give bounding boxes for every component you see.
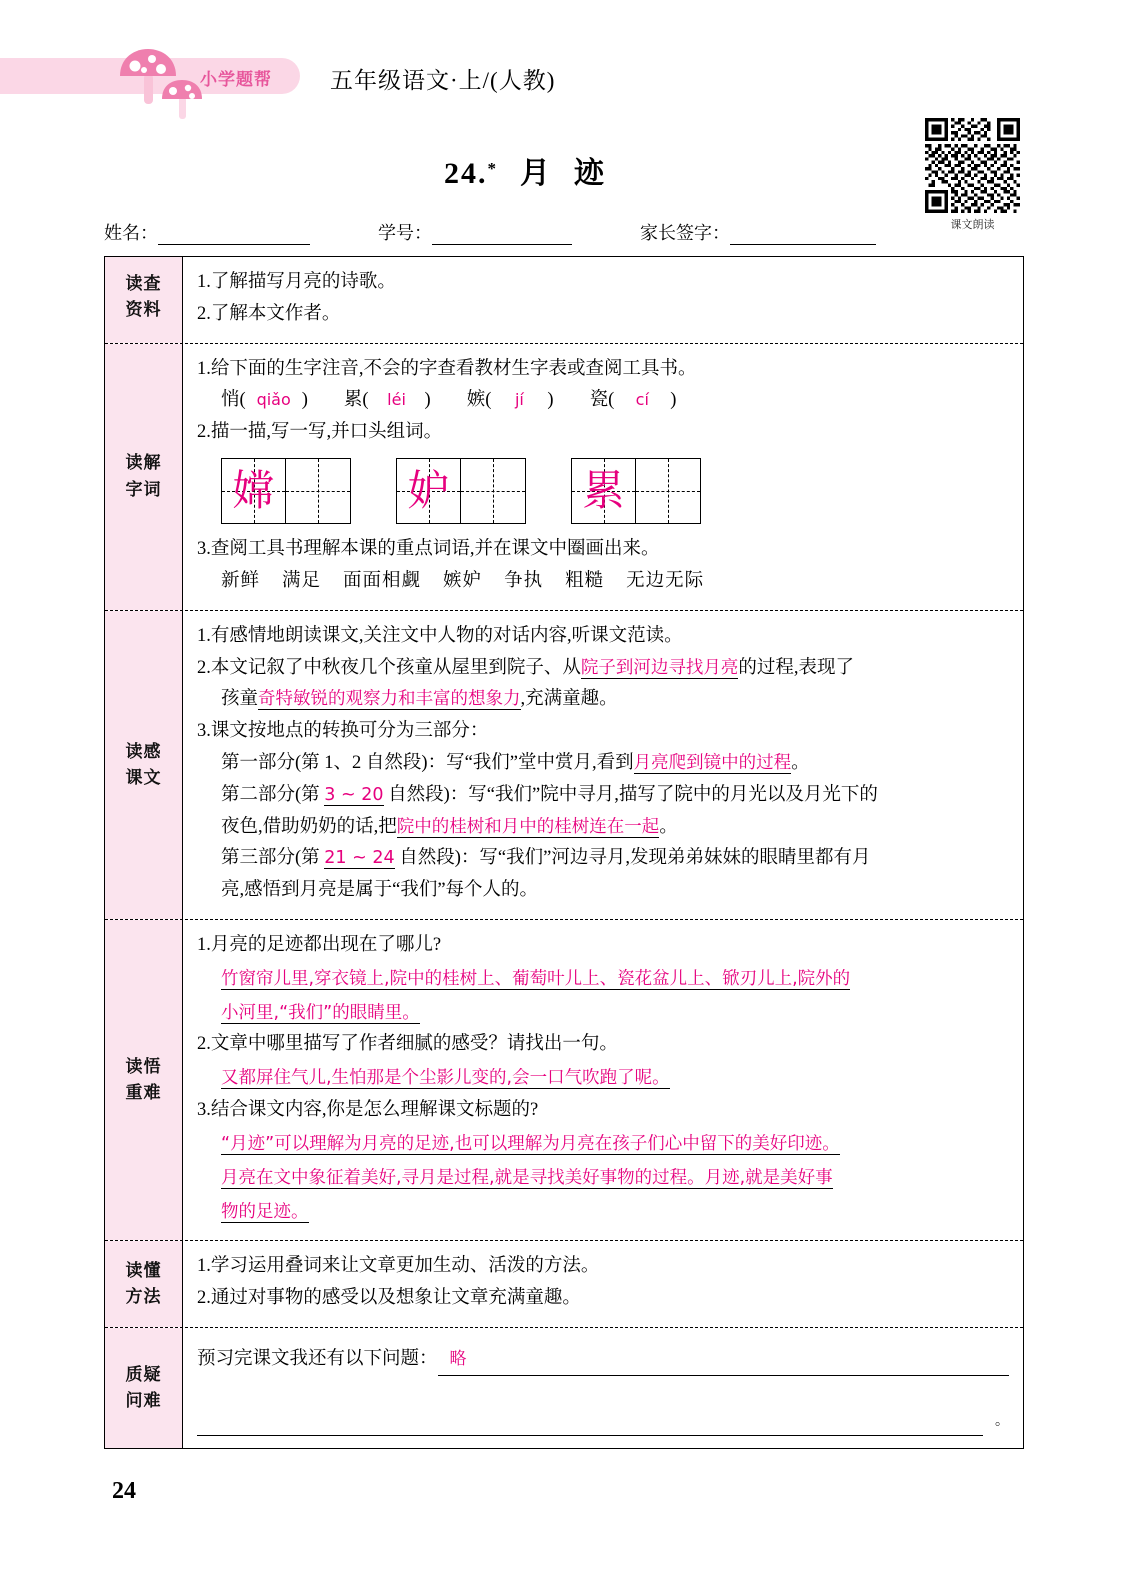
row-label-line2: 重难 <box>125 1083 162 1104</box>
pinyin-unit-3[interactable] <box>467 385 554 417</box>
question-tail-mark: 。 <box>995 1413 1009 1429</box>
reading-part-2-text-b: 自然段)：写“我们”院中寻月,描写了院中的月光以及月光下的 <box>388 784 878 805</box>
question-blank-row-2 <box>197 1410 1009 1436</box>
practice-char-2: 妒 <box>407 466 450 516</box>
tianzige-cell-filled-3[interactable] <box>572 459 636 523</box>
pinyin-answer-1: qiǎo <box>256 390 291 410</box>
page-title <box>0 148 1050 192</box>
pinyin-char-3: 嫉 <box>466 390 486 411</box>
reading-item-2-answer-1: 院子到河边寻找月亮 <box>580 657 739 678</box>
table-row-comprehension <box>105 920 1023 1241</box>
comprehension-answer-1-line-2 <box>197 998 1009 1030</box>
pinyin-paren-close-4: ) <box>670 390 677 411</box>
tianzige-cell-empty-2[interactable] <box>461 459 525 523</box>
row-label-line1: 质疑 <box>125 1364 162 1385</box>
row-body-reading <box>183 611 1023 919</box>
comprehension-answer-3-line-1 <box>197 1129 1009 1161</box>
row-body-method <box>183 1241 1023 1327</box>
reading-part-3-text-a: 第三部分(第 <box>221 848 320 869</box>
question-answer-blank-1[interactable] <box>438 1348 1009 1376</box>
student-id-label: 学号： <box>378 223 432 243</box>
row-label-line1: 读感 <box>125 741 162 762</box>
reading-part-3-text-b: 自然段)：写“我们”河边寻月,发现弟弟妹妹的眼睛里都有月 <box>399 848 871 869</box>
method-item-1: 1.学习运用叠词来让文章更加生动、活泼的方法。 <box>197 1256 600 1277</box>
key-word-1: 新鲜 <box>221 570 261 591</box>
pinyin-answer-2: léi <box>387 390 406 410</box>
answer-text: 小河里,“我们”的眼睛里。 <box>221 1002 420 1023</box>
pinyin-unit-2[interactable] <box>344 385 431 417</box>
answer-text: 月亮在文中象征着美好,寻月是过程,就是寻找美好事物的过程。月迹,就是美好事 <box>221 1167 833 1188</box>
reading-part-2-line-1 <box>197 780 1009 812</box>
row-label-research <box>105 257 183 343</box>
key-word-2: 满足 <box>282 570 322 591</box>
row-label-comprehension <box>105 920 183 1240</box>
table-row-reading <box>105 611 1023 920</box>
question-prompt-label: 预习完课文我还有以下问题： <box>197 1348 438 1369</box>
pinyin-paren-close-3: ) <box>547 390 554 411</box>
reading-item-2-line-2 <box>197 684 1009 716</box>
answer-text: 竹窗帘儿里,穿衣镜上,院中的桂树上、葡萄叶儿上、瓷花盆儿上、锨刃儿上,院外的 <box>221 968 851 989</box>
key-word-5: 争执 <box>504 570 544 591</box>
page-number: 24 <box>112 1478 136 1504</box>
key-word-6: 粗糙 <box>565 570 605 591</box>
pinyin-char-1: 悄 <box>221 390 240 411</box>
table-row-vocab <box>105 344 1023 611</box>
row-label-line1: 读解 <box>125 453 162 474</box>
reading-item-2-line-1 <box>197 653 1009 685</box>
reading-item-1: 1.有感情地朗读课文,关注文中人物的对话内容,听课文范读。 <box>197 625 683 646</box>
question-answer-text: 略 <box>449 1348 467 1369</box>
reading-part-3-line-2: 亮,感悟到月亮是属于“我们”每个人的。 <box>221 880 539 901</box>
row-label-line2: 字词 <box>125 479 162 500</box>
name-label: 姓名： <box>104 223 158 243</box>
key-word-3: 面面相觑 <box>343 570 422 591</box>
pinyin-paren-open-4: ( <box>608 390 615 411</box>
comprehension-answer-3-line-2 <box>197 1163 1009 1195</box>
reading-item-2-answer-2: 奇特敏锐的观察力和丰富的想象力 <box>258 689 521 710</box>
reading-item-2-text-a: 2.本文记叙了中秋夜几个孩童从屋里到院子、从 <box>197 657 581 678</box>
brand-name: 小学题帮 <box>200 70 272 90</box>
tianzige-cell-filled-1[interactable] <box>222 459 286 523</box>
qr-label: 课文朗读 <box>950 218 995 231</box>
reading-part-3-line-1 <box>197 843 1009 875</box>
row-label-vocab <box>105 344 183 610</box>
practice-char-3: 累 <box>582 466 625 516</box>
row-label-line1: 读懂 <box>125 1260 162 1281</box>
row-label-method <box>105 1241 183 1327</box>
subject-line: 五年级语文·上/(人教) <box>330 68 556 93</box>
comprehension-answer-1-line-1 <box>197 964 1009 996</box>
research-item-2: 2.了解本文作者。 <box>197 303 341 324</box>
tianzige-grid-3[interactable] <box>571 458 701 524</box>
reading-item-3: 3.课文按地点的转换可分为三部分： <box>197 721 489 742</box>
practice-char-1: 嫦 <box>232 466 275 516</box>
row-label-line2: 方法 <box>125 1287 162 1308</box>
table-row-method <box>105 1241 1023 1328</box>
tianzige-grid-2[interactable] <box>396 458 526 524</box>
comprehension-answer-3-line-3 <box>197 1197 1009 1229</box>
row-label-line1: 读悟 <box>125 1056 162 1077</box>
vocab-item-2: 2.描一描,写一写,并口头组词。 <box>197 422 443 443</box>
key-word-7: 无边无际 <box>626 570 705 591</box>
method-item-2: 2.通过对事物的感受以及想象让文章充满童趣。 <box>197 1288 581 1309</box>
name-input-blank[interactable] <box>158 227 310 245</box>
vocab-item-3: 3.查阅工具书理解本课的重点词语,并在课文中圈画出来。 <box>197 539 660 560</box>
reading-item-2-text-d: ,充满童趣。 <box>520 689 618 710</box>
reading-part-1-line <box>197 748 1009 780</box>
reading-part-2-answer-1: 3 ~ 20 <box>324 784 384 805</box>
pinyin-answer-4: cí <box>635 390 649 410</box>
comprehension-question-3: 3.结合课文内容,你是怎么理解课文标题的? <box>197 1100 539 1121</box>
tianzige-cell-empty-1[interactable] <box>286 459 350 523</box>
comprehension-question-2: 2.文章中哪里描写了作者细腻的感受？请找出一句。 <box>197 1034 618 1055</box>
pinyin-paren-open-2: ( <box>362 390 369 411</box>
pinyin-char-2: 累 <box>343 390 363 411</box>
parent-signature-label: 家长签字： <box>640 223 730 243</box>
mushroom-small-icon <box>160 78 204 120</box>
pinyin-unit-4[interactable] <box>590 385 677 417</box>
research-item-1: 1.了解描写月亮的诗歌。 <box>197 272 396 292</box>
character-practice-grids <box>197 458 1009 524</box>
pinyin-unit-1[interactable] <box>221 385 308 417</box>
comprehension-answer-2 <box>197 1063 1009 1095</box>
row-label-reading <box>105 611 183 919</box>
pinyin-exercise-row <box>197 385 1009 417</box>
student-id-field[interactable] <box>378 219 572 245</box>
row-body-comprehension <box>183 920 1023 1240</box>
question-answer-blank-2[interactable] <box>197 1415 983 1436</box>
answer-text: “月迹”可以理解为月亮的足迹,也可以理解为月亮在孩子们心中留下的美好印迹。 <box>221 1133 840 1154</box>
reading-part-2-text-c: 夜色,借助奶奶的话,把 <box>221 816 397 837</box>
reading-item-2-text-b: 的过程,表现了 <box>738 657 855 678</box>
pinyin-char-4: 瓷 <box>589 390 609 411</box>
row-body-question <box>183 1328 1023 1448</box>
row-label-line1: 读查 <box>125 274 162 294</box>
student-id-input-blank[interactable] <box>432 227 572 245</box>
lesson-number: 24. <box>444 157 488 190</box>
pinyin-answer-3: jí <box>514 390 524 410</box>
reading-part-2-text-a: 第二部分(第 <box>221 784 320 805</box>
pinyin-paren-close-2: ) <box>424 390 431 411</box>
tianzige-cell-filled-2[interactable] <box>397 459 461 523</box>
answer-text: 又都屏住气儿,生怕那是个尘影儿变的,会一口气吹跑了呢。 <box>221 1068 670 1089</box>
tianzige-grid-1[interactable] <box>221 458 351 524</box>
tianzige-cell-empty-3[interactable] <box>636 459 700 523</box>
reading-part-2-text-d: 。 <box>659 816 678 837</box>
name-field[interactable] <box>104 219 310 245</box>
reading-part-1-text-b: 。 <box>791 752 810 773</box>
student-info-row <box>104 219 974 245</box>
reading-part-1-text-a: 第一部分(第 1、2 自然段)：写“我们”堂中赏月,看到 <box>221 752 634 773</box>
parent-signature-field[interactable] <box>640 219 876 245</box>
row-body-vocab <box>183 344 1023 610</box>
parent-signature-input-blank[interactable] <box>730 227 876 245</box>
lesson-title-char-1: 月 <box>520 157 552 190</box>
key-words-list <box>197 566 1009 598</box>
comprehension-question-1: 1.月亮的足迹都出现在了哪儿? <box>197 935 442 955</box>
row-body-research <box>183 257 1023 343</box>
reading-item-2-text-c: 孩童 <box>221 689 259 710</box>
key-word-4: 嫉妒 <box>443 570 483 591</box>
reading-part-1-answer: 月亮爬到镜中的过程 <box>633 752 792 773</box>
pinyin-paren-close-1: ) <box>301 390 308 411</box>
row-label-line2: 课文 <box>125 767 162 788</box>
page-header <box>0 40 1129 110</box>
reading-part-2-answer-2: 院中的桂树和月中的桂树连在一起 <box>396 816 660 837</box>
reading-part-2-line-2 <box>197 812 1009 844</box>
table-row-question <box>105 1328 1023 1448</box>
lesson-title-char-2: 迹 <box>574 157 606 190</box>
table-row-research <box>105 257 1023 344</box>
worksheet-table <box>104 256 1024 1449</box>
row-label-line2: 资料 <box>125 300 162 321</box>
row-label-line2: 问难 <box>125 1390 162 1411</box>
vocab-item-1: 1.给下面的生字注音,不会的字查看教材生字表或查阅工具书。 <box>197 358 697 379</box>
question-prompt-row <box>197 1344 1009 1376</box>
pinyin-paren-open-3: ( <box>485 390 492 411</box>
row-label-question <box>105 1328 183 1448</box>
lesson-star-mark: * <box>487 159 498 178</box>
reading-part-3-answer: 21 ~ 24 <box>324 848 395 869</box>
answer-text: 物的足迹。 <box>221 1201 309 1222</box>
pinyin-paren-open-1: ( <box>239 390 246 411</box>
